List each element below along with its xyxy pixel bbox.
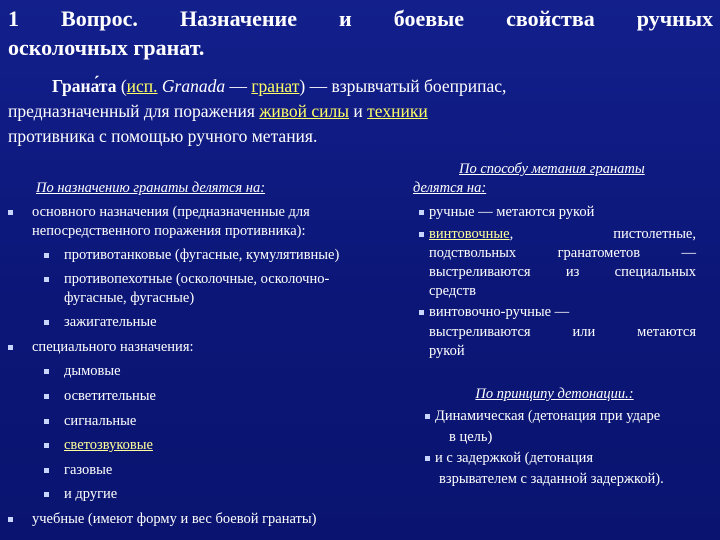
link-manpower[interactable]: живой силы [259, 101, 350, 121]
list-item [8, 243, 393, 268]
link-flash-sound[interactable]: светозвуковые [64, 437, 153, 454]
list-item-text: винтовочно-ручные — [429, 304, 570, 321]
bullet-icon [419, 232, 424, 237]
bullet-icon [44, 253, 49, 258]
intro-lang-word: Granada [157, 76, 226, 96]
bullet-icon [425, 456, 430, 461]
slide-title-line1: 1 Вопрос. Назначение и боевые свойства ручных [8, 6, 713, 31]
list-item-text: взрывателем с заданной задержкой). [439, 471, 664, 488]
list-item-text: газовые [64, 461, 113, 478]
list-item [8, 458, 393, 483]
link-spanish[interactable]: исп. [126, 76, 158, 96]
bullet-icon [8, 210, 13, 215]
list-item-hand [413, 203, 696, 222]
intro-text: предназначенный для поражения [8, 101, 260, 121]
list-item-text: средств [429, 283, 476, 300]
list-item-text: фугасные, фугасные) [64, 290, 195, 307]
list-item-text: специального назначения: [32, 338, 194, 355]
intro-text: и [349, 101, 368, 121]
bullet-icon [44, 492, 49, 497]
list-item-text: в цель) [449, 429, 493, 446]
method-heading [413, 160, 696, 198]
list-item [8, 433, 393, 458]
bullet-icon [8, 345, 13, 350]
list-item [8, 359, 393, 384]
list-item-text: и другие [64, 486, 118, 503]
slide-title-line2: осколочных гранат. [8, 35, 205, 60]
list-item-text: основного назначения (предназначенные для [32, 203, 310, 220]
bullet-icon [44, 277, 49, 282]
bullet-icon [419, 310, 424, 315]
intro-paragraph [8, 74, 713, 149]
list-item-text: учебные (имеют форму и вес боевой гранаты) [32, 510, 317, 527]
intro-text: противника с помощью ручного метания. [8, 126, 318, 146]
link-technology[interactable]: техники [367, 101, 428, 121]
bullet-icon [44, 419, 49, 424]
list-item-text: выстреливаются из специальных [429, 264, 696, 281]
list-item-text: , пистолетные, [509, 225, 696, 242]
list-item [8, 310, 393, 335]
list-item [8, 409, 393, 434]
list-item-special-purpose [8, 335, 393, 360]
list-item-text: рукой [429, 342, 465, 359]
list-item-text: непосредственного поражения противника): [32, 222, 306, 239]
list-item-text: зажигательные [64, 314, 157, 331]
bullet-icon [44, 443, 49, 448]
list-item-rifle-hand [413, 303, 696, 361]
bullet-icon [425, 414, 430, 419]
bullet-icon [44, 394, 49, 399]
bullet-icon [419, 210, 424, 215]
slide-title [8, 4, 713, 62]
intro-text: ( [116, 76, 127, 96]
list-item-dynamic [413, 406, 696, 448]
bullet-icon [44, 468, 49, 473]
list-item-training [8, 507, 393, 532]
term-grenade: Грана́та [52, 76, 117, 96]
bullet-icon [44, 320, 49, 325]
list-item-rifle [413, 225, 696, 302]
link-pomegranate[interactable]: гранат [251, 76, 300, 96]
list-item-text: ручные — метаются рукой [429, 204, 595, 221]
list-item-text: осветительные [64, 387, 156, 404]
list-item-text: дымовые [64, 363, 121, 380]
purpose-heading: По назначению гранаты делятся на: [36, 180, 266, 196]
purpose-classification [8, 176, 393, 532]
list-item-text: сигнальные [64, 412, 137, 429]
list-item-text: выстреливаются или метаются [429, 323, 696, 340]
list-item [8, 482, 393, 507]
method-classification [413, 160, 696, 490]
bullet-icon [44, 369, 49, 374]
method-heading-line1: По способу метания гранаты [459, 161, 645, 177]
method-heading-line2: делятся на: [413, 180, 487, 197]
list-item-text: противотанковые (фугасные, кумулятивные) [64, 246, 340, 263]
list-item [8, 384, 393, 409]
intro-text: — [225, 76, 252, 96]
list-item-main-purpose [8, 203, 393, 241]
link-rifle-grenades[interactable]: винтовочные [429, 225, 510, 242]
list-item-text: Динамическая (детонация при ударе [435, 408, 661, 425]
list-item-delay [413, 448, 696, 490]
list-item-text: противопехотные (осколочные, осколочно- [64, 271, 330, 288]
list-item-text: подствольных гранатометов — [429, 244, 696, 261]
list-item-text: и с задержкой (детонация [435, 450, 594, 467]
list-item [8, 270, 393, 308]
intro-text: ) — взрывчатый боеприпас, [299, 76, 507, 96]
bullet-icon [8, 517, 13, 522]
detonation-heading: По принципу детонации.: [475, 386, 634, 403]
